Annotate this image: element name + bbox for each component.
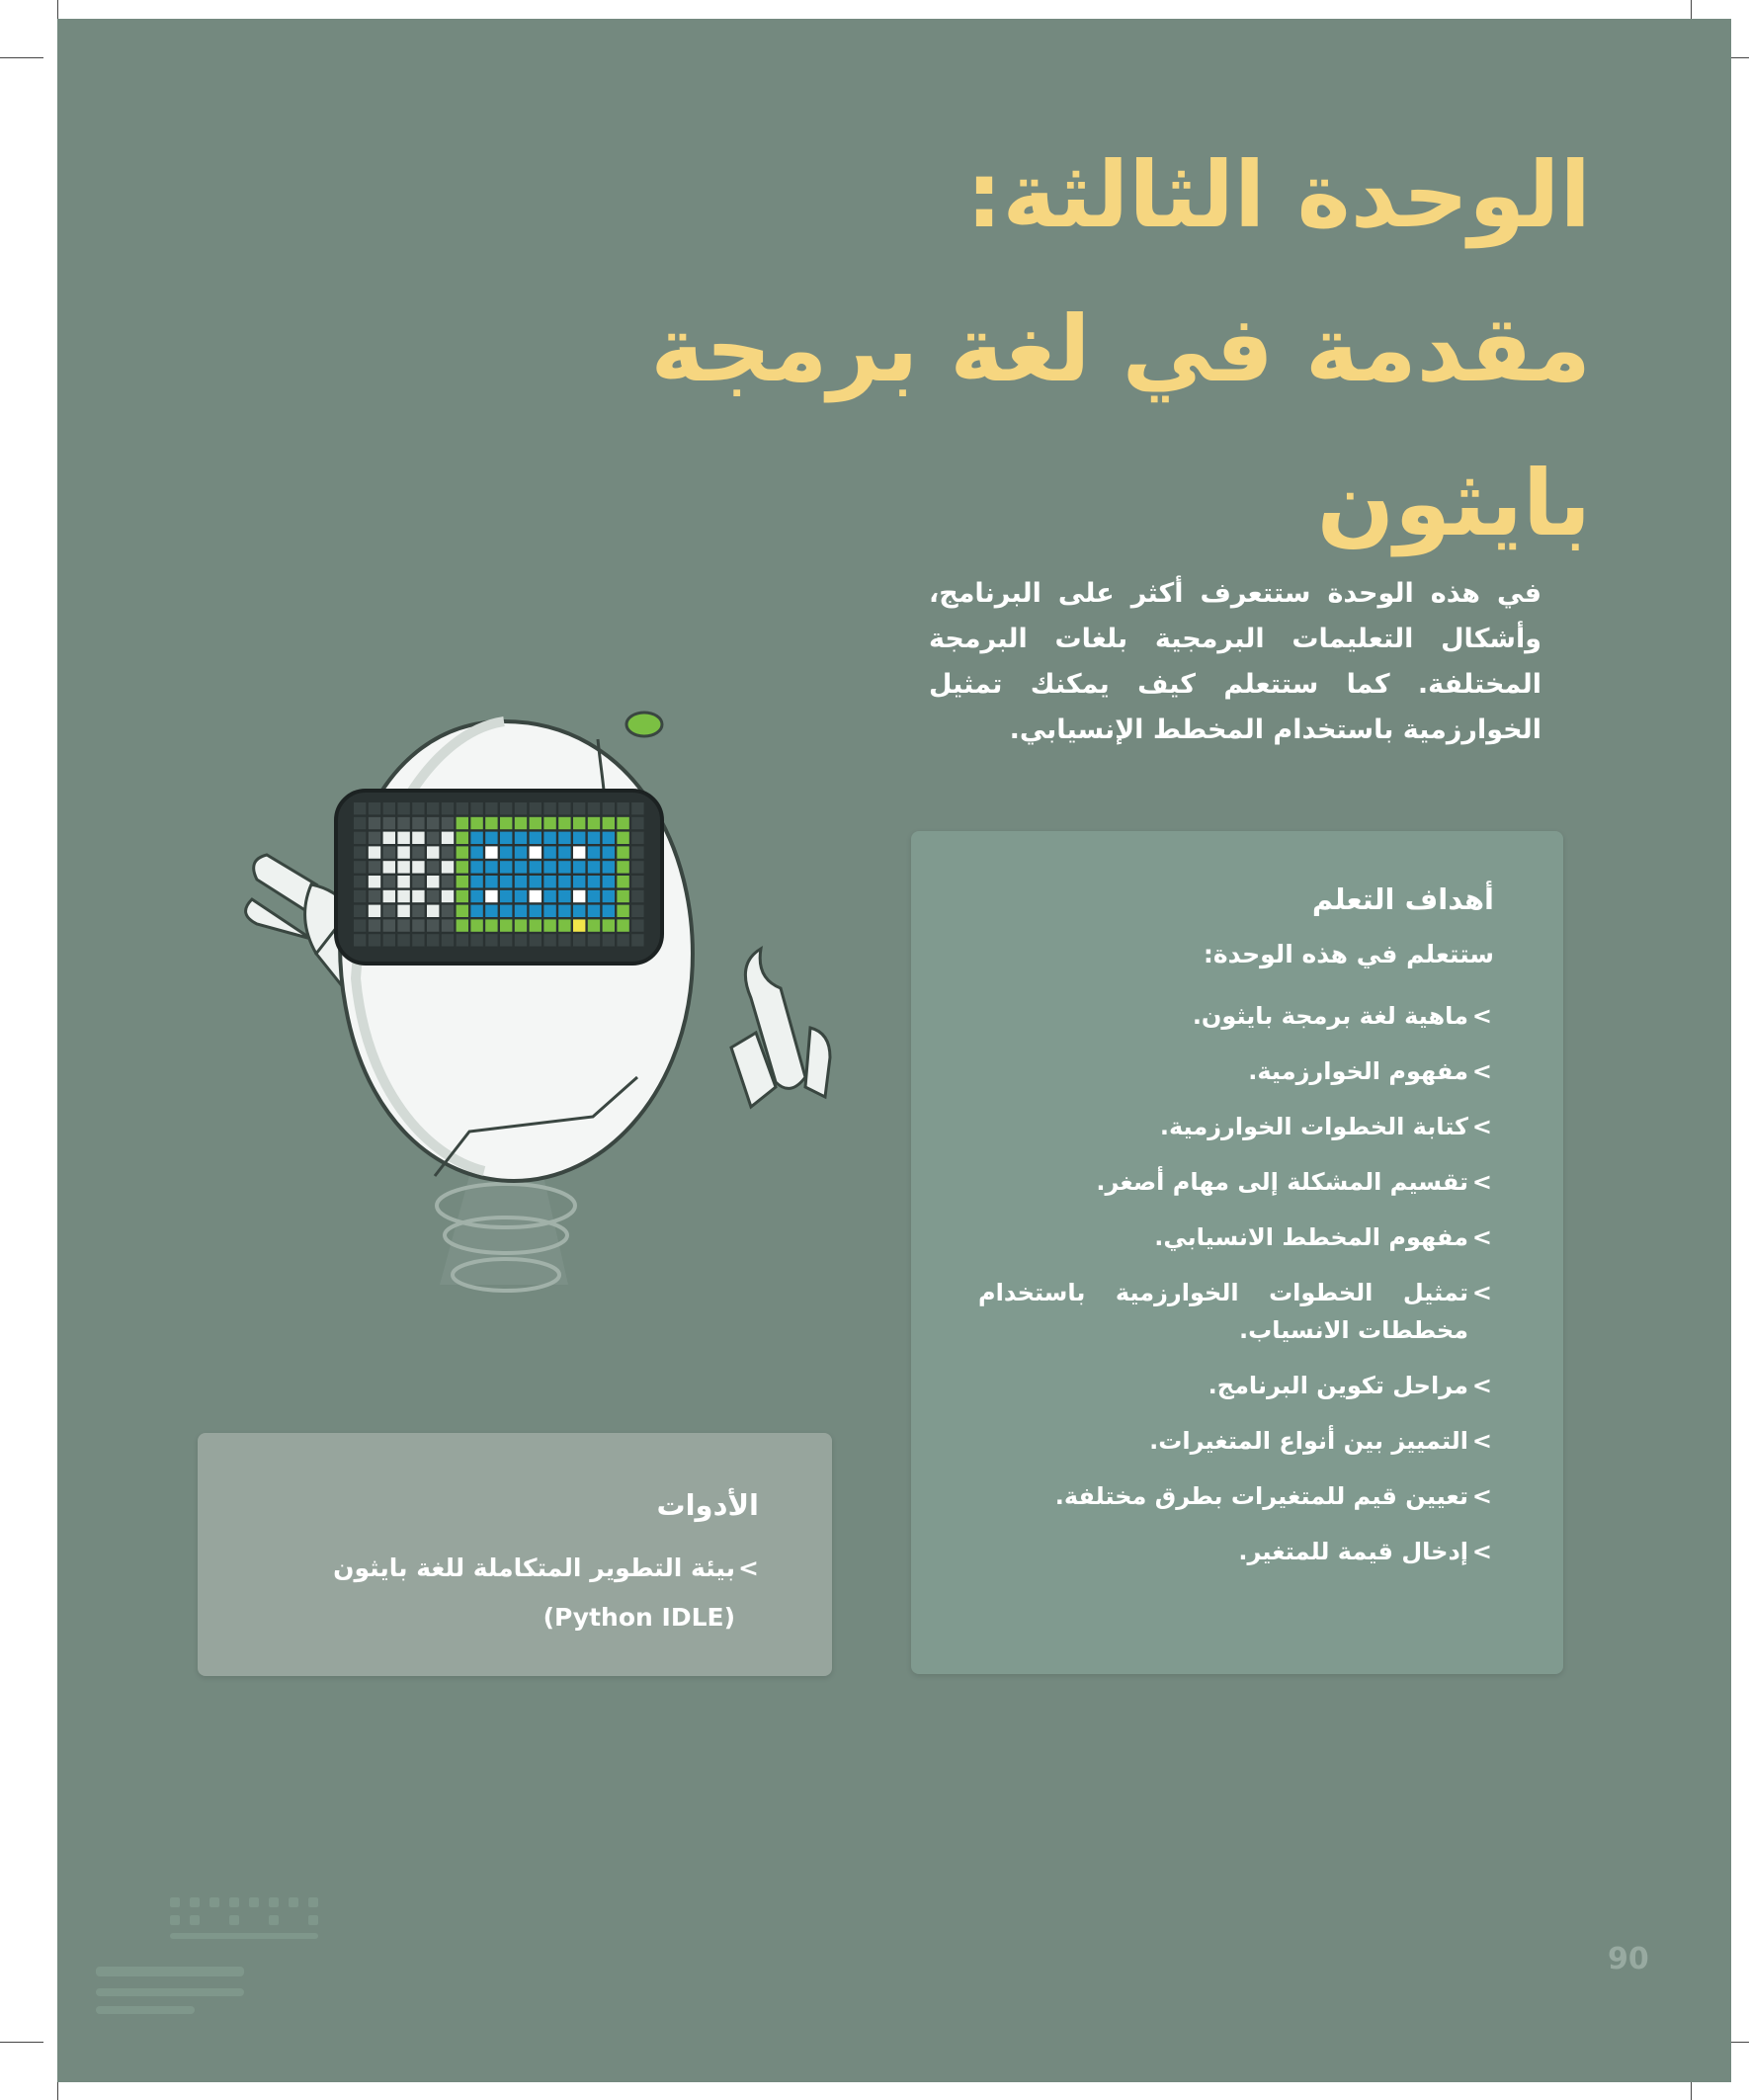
screen-pixel <box>515 832 527 844</box>
goal-text: ماهية لغة برمجة بايثون. <box>1192 1002 1468 1030</box>
screen-pixel <box>470 846 482 858</box>
screen-pixel <box>485 846 497 858</box>
screen-pixel <box>427 861 439 873</box>
screen-pixel <box>588 846 600 858</box>
screen-pixel <box>500 890 512 902</box>
screen-pixel <box>543 905 555 917</box>
screen-pixel <box>354 861 366 873</box>
screen-pixel <box>631 861 643 873</box>
screen-pixel <box>412 817 424 829</box>
screen-pixel <box>383 934 395 946</box>
screen-pixel <box>383 817 395 829</box>
goal-item <box>978 1274 1492 1349</box>
screen-pixel <box>412 876 424 887</box>
screen-pixel <box>442 861 454 873</box>
goal-text: تعيين قيم للمتغيرات بطرق مختلفة. <box>1054 1482 1468 1510</box>
screen-pixel <box>530 846 541 858</box>
bullet-marker: > <box>1471 1538 1492 1565</box>
screen-pixel <box>603 905 615 917</box>
screen-pixel <box>603 861 615 873</box>
goal-text: تمثيل الخطوات الخوارزمية باستخدام مخططات الانسياب. <box>978 1279 1468 1344</box>
screen-pixel <box>500 919 512 931</box>
screen-pixel <box>442 876 454 887</box>
screen-pixel <box>397 919 409 931</box>
screen-pixel <box>558 876 570 887</box>
page-number: 90 <box>1608 1942 1649 1976</box>
screen-pixel <box>530 919 541 931</box>
screen-pixel <box>515 905 527 917</box>
screen-pixel <box>470 934 482 946</box>
screen-pixel <box>412 832 424 844</box>
screen-pixel <box>442 846 454 858</box>
screen-pixel <box>442 832 454 844</box>
screen-pixel <box>617 861 628 873</box>
screen-pixel <box>442 890 454 902</box>
screen-pixel <box>383 876 395 887</box>
screen-pixel <box>470 919 482 931</box>
goal-text: إدخال قيمة للمتغير. <box>1238 1538 1468 1565</box>
screen-pixel <box>412 890 424 902</box>
unit-intro: في هذه الوحدة ستتعرف أكثر على البرنامج، وأشكال التعليمات البرمجية بلغات البرمجة المختلفة. كما ستتعلم كيف يمكنك تمثيل الخوارزمية باستخدام المخطط الإنسيابي. <box>929 578 1541 745</box>
screen-pixel <box>485 832 497 844</box>
tools-item <box>300 1544 759 1642</box>
screen-pixel <box>354 876 366 887</box>
screen-pixel <box>515 919 527 931</box>
goal-text: كتابة الخطوات الخوارزمية. <box>1159 1113 1468 1140</box>
screen-pixel <box>369 905 380 917</box>
screen-pixel <box>354 934 366 946</box>
goal-text: التمييز بين أنواع المتغيرات. <box>1149 1427 1468 1455</box>
screen-pixel <box>588 905 600 917</box>
screen-pixel <box>530 890 541 902</box>
screen-pixel <box>383 846 395 858</box>
tools-item-note: (Python IDLE) <box>542 1603 735 1632</box>
screen-pixel <box>558 817 570 829</box>
screen-pixel <box>500 905 512 917</box>
screen-pixel <box>543 876 555 887</box>
screen-pixel <box>631 919 643 931</box>
learning-goals-box <box>911 831 1563 1674</box>
screen-pixel <box>515 890 527 902</box>
screen-pixel <box>500 817 512 829</box>
screen-pixel <box>588 890 600 902</box>
screen-pixel <box>573 876 585 887</box>
screen-pixel <box>397 846 409 858</box>
tools-box <box>198 1433 832 1676</box>
crop-mark-top-left-h <box>0 57 43 58</box>
screen-pixel <box>500 861 512 873</box>
screen-pixel <box>427 846 439 858</box>
goal-item <box>978 1052 1492 1090</box>
screen-pixel <box>617 802 628 814</box>
screen-pixel <box>397 861 409 873</box>
bullet-marker: > <box>1471 1168 1492 1196</box>
screen-pixel <box>427 832 439 844</box>
screen-pixel <box>543 846 555 858</box>
screen-pixel <box>530 861 541 873</box>
screen-pixel <box>485 919 497 931</box>
crop-mark-bottom-left-h <box>0 2042 43 2043</box>
screen-pixel <box>369 934 380 946</box>
screen-pixel <box>617 876 628 887</box>
screen-pixel <box>369 846 380 858</box>
screen-pixel <box>558 905 570 917</box>
screen-pixel <box>617 905 628 917</box>
screen-pixel <box>427 934 439 946</box>
screen-pixel <box>631 802 643 814</box>
unit-title-line1: الوحدة الثالثة: <box>965 142 1591 248</box>
screen-pixel <box>485 934 497 946</box>
screen-pixel <box>442 934 454 946</box>
screen-pixel <box>397 934 409 946</box>
goal-text: تقسيم المشكلة إلى مهام أصغر. <box>1096 1168 1468 1196</box>
screen-pixel <box>427 876 439 887</box>
screen-pixel <box>442 802 454 814</box>
screen-pixel <box>485 905 497 917</box>
screen-pixel <box>588 934 600 946</box>
screen-pixel <box>515 876 527 887</box>
screen-pixel <box>470 861 482 873</box>
screen-pixel <box>457 876 468 887</box>
screen-pixel <box>485 802 497 814</box>
screen-pixel <box>588 832 600 844</box>
screen-pixel <box>427 817 439 829</box>
tools-heading: الأدوات <box>656 1488 759 1522</box>
screen-pixel <box>617 934 628 946</box>
screen-pixel <box>515 846 527 858</box>
screen-pixel <box>515 817 527 829</box>
screen-pixel <box>485 890 497 902</box>
screen-pixel <box>470 832 482 844</box>
unit-title <box>405 119 1591 581</box>
screen-pixel <box>573 890 585 902</box>
screen-pixel <box>543 934 555 946</box>
screen-pixel <box>573 832 585 844</box>
screen-pixel <box>457 919 468 931</box>
screen-pixel <box>617 846 628 858</box>
bullet-marker: > <box>1471 1002 1492 1030</box>
bullet-marker: > <box>1471 1113 1492 1140</box>
unit-title-line2: مقدمة في لغة برمجة بايثون <box>650 296 1591 556</box>
screen-pixel <box>457 817 468 829</box>
screen-pixel <box>412 861 424 873</box>
screen-pixel <box>617 919 628 931</box>
screen-pixel <box>573 905 585 917</box>
screen-pixel <box>442 905 454 917</box>
screen-pixel <box>500 934 512 946</box>
screen-pixel <box>573 919 585 931</box>
screen-pixel <box>383 832 395 844</box>
screen-pixel <box>543 832 555 844</box>
bullet-marker: > <box>1471 1279 1492 1306</box>
screen-pixel <box>383 802 395 814</box>
screen-pixel <box>427 905 439 917</box>
screen-pixel <box>573 934 585 946</box>
screen-pixel <box>383 919 395 931</box>
screen-pixel <box>603 890 615 902</box>
robot-antenna-light <box>626 713 662 736</box>
goal-item <box>978 1108 1492 1145</box>
screen-pixel <box>603 876 615 887</box>
learning-goals-list <box>978 997 1492 1588</box>
screen-pixel <box>573 802 585 814</box>
robot-screen <box>336 791 662 964</box>
screen-pixel <box>573 846 585 858</box>
screen-pixel <box>457 802 468 814</box>
screen-pixel <box>427 919 439 931</box>
screen-pixel <box>573 817 585 829</box>
screen-pixel <box>588 861 600 873</box>
robot-right-hand <box>731 949 830 1107</box>
screen-pixel <box>369 861 380 873</box>
screen-pixel <box>631 817 643 829</box>
screen-pixel <box>457 846 468 858</box>
screen-pixel <box>412 934 424 946</box>
screen-pixel <box>603 846 615 858</box>
screen-pixel <box>412 919 424 931</box>
screen-pixel <box>603 817 615 829</box>
screen-pixel <box>485 876 497 887</box>
screen-pixel <box>470 817 482 829</box>
screen-pixel <box>397 832 409 844</box>
screen-pixel <box>397 905 409 917</box>
screen-pixel <box>369 817 380 829</box>
screen-pixel <box>515 861 527 873</box>
screen-pixel <box>442 919 454 931</box>
screen-pixel <box>383 861 395 873</box>
screen-pixel <box>530 934 541 946</box>
screen-pixel <box>457 934 468 946</box>
screen-pixel <box>603 802 615 814</box>
screen-pixel <box>558 890 570 902</box>
goal-text: مفهوم المخطط الانسيابي. <box>1154 1223 1468 1251</box>
screen-pixel <box>558 934 570 946</box>
screen-pixel <box>427 890 439 902</box>
robot-illustration <box>237 682 850 1324</box>
screen-pixel <box>500 832 512 844</box>
screen-pixel <box>543 802 555 814</box>
screen-pixel <box>543 890 555 902</box>
bullet-marker: > <box>1471 1223 1492 1251</box>
bullet-marker: > <box>1471 1057 1492 1085</box>
screen-pixel <box>543 861 555 873</box>
screen-pixel <box>470 905 482 917</box>
screen-pixel <box>631 890 643 902</box>
screen-pixel <box>397 817 409 829</box>
screen-pixel <box>603 934 615 946</box>
screen-pixel <box>631 905 643 917</box>
screen-pixel <box>369 890 380 902</box>
bullet-marker: > <box>1471 1372 1492 1399</box>
screen-pixel <box>442 817 454 829</box>
screen-pixel <box>354 919 366 931</box>
screen-pixel <box>369 919 380 931</box>
screen-pixel <box>631 846 643 858</box>
screen-pixel <box>603 919 615 931</box>
screen-pixel <box>369 876 380 887</box>
ministry-logo-watermark <box>96 1897 333 2026</box>
goal-item <box>978 1163 1492 1201</box>
screen-pixel <box>530 876 541 887</box>
screen-pixel <box>603 832 615 844</box>
screen-pixel <box>397 876 409 887</box>
screen-pixel <box>369 832 380 844</box>
screen-pixel <box>558 832 570 844</box>
screen-pixel <box>588 876 600 887</box>
screen-pixel <box>354 817 366 829</box>
goal-text: مراحل تكوين البرنامج. <box>1208 1372 1468 1399</box>
screen-pixel <box>354 905 366 917</box>
screen-pixel <box>631 934 643 946</box>
screen-pixel <box>354 846 366 858</box>
screen-pixel <box>500 876 512 887</box>
screen-pixel <box>558 861 570 873</box>
screen-pixel <box>631 832 643 844</box>
screen-pixel <box>617 890 628 902</box>
screen-pixel <box>354 832 366 844</box>
screen-pixel <box>470 802 482 814</box>
screen-pixel <box>530 905 541 917</box>
robot-hologram-base <box>437 1176 575 1291</box>
screen-pixel <box>383 890 395 902</box>
screen-pixel <box>457 832 468 844</box>
screen-pixel <box>558 802 570 814</box>
screen-pixel <box>530 817 541 829</box>
screen-pixel <box>485 817 497 829</box>
screen-pixel <box>588 802 600 814</box>
screen-pixel <box>412 905 424 917</box>
goal-item <box>978 1218 1492 1256</box>
screen-pixel <box>515 934 527 946</box>
goal-item <box>978 1367 1492 1404</box>
goal-item <box>978 1533 1492 1570</box>
screen-pixel <box>500 802 512 814</box>
bullet-marker: > <box>738 1554 759 1582</box>
screen-pixel <box>617 817 628 829</box>
screen-pixel <box>354 890 366 902</box>
screen-pixel <box>397 890 409 902</box>
goal-text: مفهوم الخوارزمية. <box>1248 1057 1468 1085</box>
screen-pixel <box>485 861 497 873</box>
screen-pixel <box>515 802 527 814</box>
goal-item <box>978 997 1492 1035</box>
screen-pixel <box>543 919 555 931</box>
goal-item <box>978 1477 1492 1515</box>
screen-pixel <box>530 802 541 814</box>
screen-pixel <box>354 802 366 814</box>
bullet-marker: > <box>1471 1482 1492 1510</box>
bullet-marker: > <box>1471 1427 1492 1455</box>
screen-pixel <box>588 919 600 931</box>
learning-goals-heading: أهداف التعلم <box>1311 882 1494 916</box>
screen-pixel <box>470 876 482 887</box>
screen-pixel <box>631 876 643 887</box>
screen-pixel <box>397 802 409 814</box>
screen-pixel <box>427 802 439 814</box>
screen-pixel <box>457 861 468 873</box>
screen-pixel <box>383 905 395 917</box>
screen-pixel <box>457 905 468 917</box>
tools-item-text: بيئة التطوير المتكاملة للغة بايثون <box>333 1554 735 1582</box>
screen-pixel <box>530 832 541 844</box>
screen-pixel <box>573 861 585 873</box>
screen-pixel <box>558 846 570 858</box>
screen-pixel <box>412 846 424 858</box>
screen-pixel <box>369 802 380 814</box>
screen-pixel <box>457 890 468 902</box>
learning-goals-intro: ستتعلم في هذه الوحدة: <box>1203 940 1494 968</box>
screen-pixel <box>558 919 570 931</box>
goal-item <box>978 1422 1492 1460</box>
screen-pixel <box>543 817 555 829</box>
screen-pixel <box>588 817 600 829</box>
screen-pixel <box>617 832 628 844</box>
screen-pixel <box>470 890 482 902</box>
screen-pixel <box>500 846 512 858</box>
screen-pixel <box>412 802 424 814</box>
